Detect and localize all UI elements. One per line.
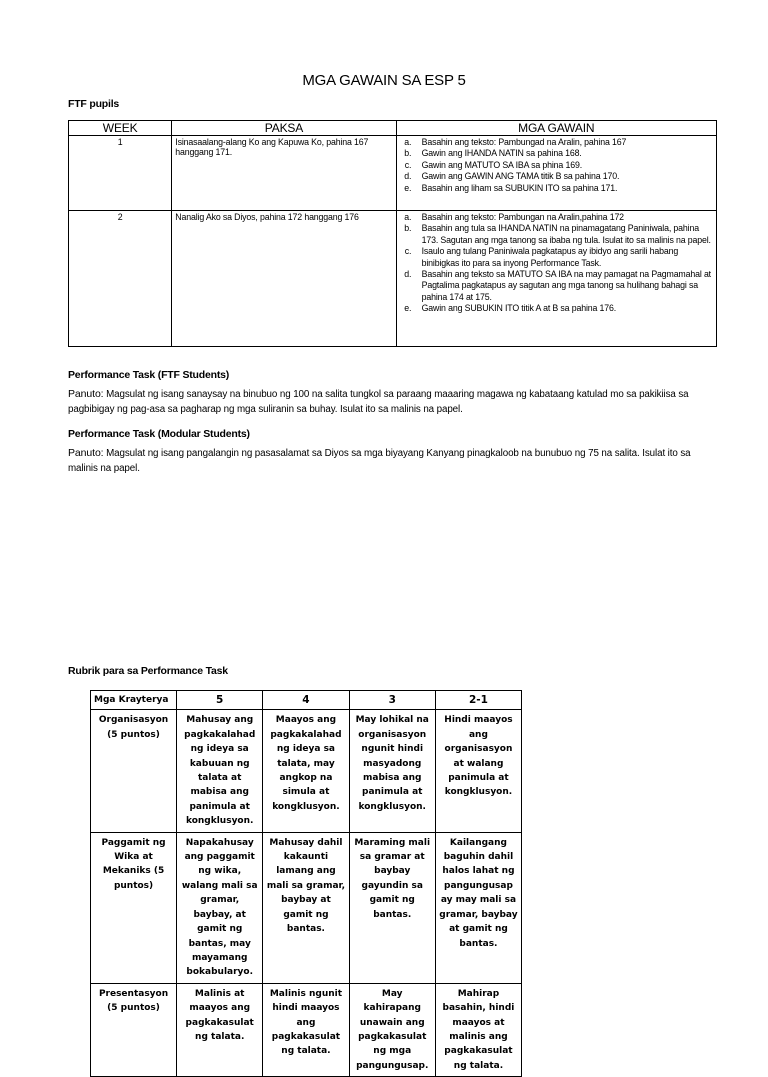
table-row — [69, 136, 717, 211]
list-item: a. Basahin ang teksto: Pambungan na Aralin,pahina 172 — [414, 212, 713, 223]
rubric-header-3: 3 — [349, 691, 435, 710]
rubric-criterion: Presentasyon (5 puntos) — [91, 983, 177, 1076]
activities-table — [68, 120, 717, 347]
list-item: b. Gawin ang IHANDA NATIN sa pahina 168. — [414, 148, 713, 159]
rubric-cell: May lohikal na organisasyon ngunit hindi masyadong mabisa ang panimula at kongklusyon. — [349, 710, 435, 832]
gawain-cell — [396, 211, 716, 347]
paksa-cell: Nanalig Ako sa Diyos, pahina 172 hanggang 176 — [172, 211, 396, 347]
rubric-cell: Mahirap basahin, hindi maayos at malinis ang pagkakasulat ng talata. — [435, 983, 521, 1076]
pt-modular-instructions — [68, 446, 718, 476]
rubric-header-4: 4 — [263, 691, 349, 710]
rubric-cell: Hindi maayos ang organisasyon at walang panimula at kongklusyon. — [435, 710, 521, 832]
list-item: b. Basahin ang tula sa IHANDA NATIN na pinamagatang Paniniwala, pahina 173. Sagutan ang mga tanong sa ibaba ng tula. Isulat ito sa malinis na papel. — [414, 223, 713, 246]
rubric-cell: Malinis at maayos ang pagkakasulat ng talata. — [177, 983, 263, 1076]
list-item: d. Basahin ang teksto sa MATUTO SA IBA na may pamagat na Pagmamahal at Pagtalima pagkatapus ay sagutan ang mga tanong sa hulihang bahagi sa pahina 174 at 175. — [414, 269, 713, 303]
rubric-cell: May kahirapang unawain ang pagkakasulat ng mga pangungusap. — [349, 983, 435, 1076]
list-item: c. Isaulo ang tulang Paniniwala pagkatapus ay ibidyo ang sarili habang binibigkas ito para sa inyong Performance Task. — [414, 246, 713, 269]
rubric-cell: Malinis ngunit hindi maayos ang pagkakasulat ng talata. — [263, 983, 349, 1076]
rubric-cell: Maayos ang pagkakalahad ng ideya sa talata, may angkop na simula at kongklusyon. — [263, 710, 349, 832]
rubric-cell: Mahusay ang pagkakalahad ng ideya sa kabuuan ng talata at mabisa ang panimula at kongklusyon. — [177, 710, 263, 832]
rubric-criterion: Paggamit ng Wika at Mekaniks (5 puntos) — [91, 832, 177, 983]
rubric-row — [91, 710, 522, 832]
page-title: MGA GAWAIN SA ESP 5 — [302, 72, 466, 89]
rubric-row — [91, 983, 522, 1076]
header-paksa: PAKSA — [172, 121, 396, 136]
rubric-header-row — [91, 691, 522, 710]
rubric-header-2-1: 2-1 — [435, 691, 521, 710]
list-item: c. Gawin ang MATUTO SA IBA sa phina 169. — [414, 160, 713, 171]
list-item: d. Gawin ang GAWIN ANG TAMA titik B sa pahina 170. — [414, 171, 713, 182]
list-item: e. Basahin ang liham sa SUBUKIN ITO sa pahina 171. — [414, 183, 713, 194]
section-label: FTF pupils — [68, 98, 120, 110]
rubric-label: Rubrik para sa Performance Task — [68, 665, 228, 677]
pt-ftf-instructions — [68, 387, 718, 417]
pt-modular-heading: Performance Task (Modular Students) — [68, 428, 250, 440]
list-item: a. Basahin ang teksto: Pambungad na Aralin, pahina 167 — [414, 137, 713, 148]
rubric-criterion: Organisasyon (5 puntos) — [91, 710, 177, 832]
rubric-cell: Mahusay dahil kakaunti lamang ang mali sa gramar, baybay at gamit ng bantas. — [263, 832, 349, 983]
week-cell: 2 — [69, 211, 172, 347]
paksa-cell: Isinasaalang-alang Ko ang Kapuwa Ko, pahina 167 hanggang 171. — [172, 136, 396, 211]
list-item: e. Gawin ang SUBUKIN ITO titik A at B sa pahina 176. — [414, 303, 713, 314]
rubric-table — [90, 690, 522, 1077]
rubric-header-5: 5 — [177, 691, 263, 710]
table-row — [69, 211, 717, 347]
header-gawain: MGA GAWAIN — [396, 121, 716, 136]
rubric-header-criteria: Mga Krayterya — [91, 691, 177, 710]
table-header-row — [69, 121, 717, 136]
pt-ftf-heading: Performance Task (FTF Students) — [68, 369, 230, 381]
pt-ftf-text: Magsulat ng isang sanaysay na binubuo ng 100 na salita tungkol sa paraang maaaring magawa ng kabataang katulad mo sa pakikiisa sa pagbibigay ng pag-asa sa pagharap ng mga suliranin sa buhay. Isulat ito sa malinis na papel. — [68, 389, 689, 415]
panuto-label: Panuto: — [68, 388, 104, 400]
pt-modular-text: Magsulat ng isang pangalangin ng pasasalamat sa Diyos sa mga biyayang Kanyang pinagkaloob na bunubuo ng 75 na salita. Isulat ito sa malinis na papel. — [68, 448, 691, 474]
header-week: WEEK — [69, 121, 172, 136]
rubric-cell: Kailangang baguhin dahil halos lahat ng pangungusap ay may mali sa gramar, baybay at gamit ng bantas. — [435, 832, 521, 983]
rubric-cell: Napakahusay ang paggamit ng wika, walang mali sa gramar, baybay, at gamit ng bantas, may mayamang bokabularyo. — [177, 832, 263, 983]
rubric-cell: Maraming mali sa gramar at baybay gayundin sa gamit ng bantas. — [349, 832, 435, 983]
panuto-label: Panuto: — [68, 447, 104, 459]
week-cell: 1 — [69, 136, 172, 211]
rubric-row — [91, 832, 522, 983]
gawain-cell — [396, 136, 716, 211]
